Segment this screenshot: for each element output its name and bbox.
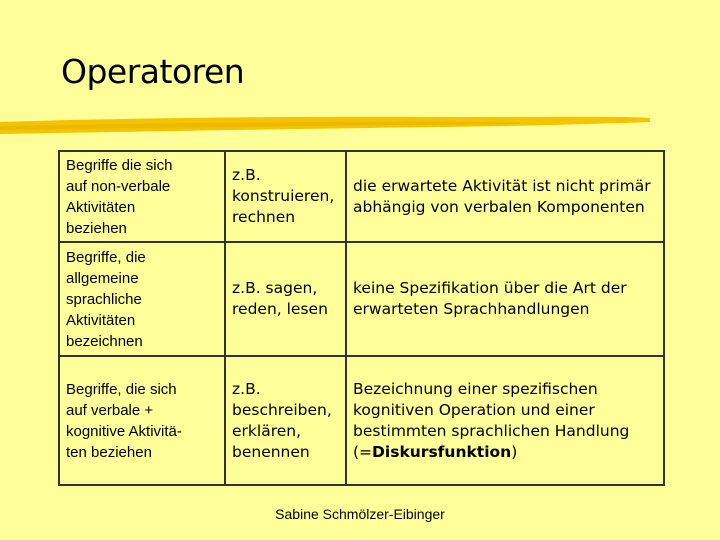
- description-cell: [346, 242, 664, 356]
- description-cell: [346, 151, 664, 242]
- table-row: [59, 242, 664, 356]
- description-text-part: Bezeichnung einer spezifischen kognitiven Operation und einer bestimmten sprachlichen Handlung (=: [353, 379, 630, 461]
- category-cell: [59, 356, 225, 485]
- operators-table: [58, 150, 665, 486]
- description-text: keine Spezifikation über die Art der erwarteten Sprachhandlungen: [353, 279, 627, 318]
- category-cell: [59, 242, 225, 356]
- slide-title: Operatoren: [61, 52, 245, 91]
- category-text: Begriffe die sich auf non-verbale Aktivitäten beziehen: [66, 156, 173, 237]
- category-cell: [59, 151, 225, 242]
- category-text: Begriffe, die sich auf verbale + kognitive Aktivitä- ten beziehen: [66, 380, 182, 461]
- footer-text: Sabine Schmölzer-Eibinger: [275, 506, 445, 522]
- description-text: [353, 379, 657, 463]
- examples-cell: [225, 356, 346, 485]
- examples-text: z.B. konstruieren, rechnen: [232, 166, 335, 226]
- description-text: die erwartete Aktivität ist nicht primär abhängig von verbalen Komponenten: [353, 176, 651, 216]
- description-cell: [346, 356, 664, 485]
- description-text-part: ): [511, 442, 518, 461]
- examples-text: z.B. beschreiben, erklären, benennen: [232, 379, 332, 461]
- footer-author: [0, 506, 720, 522]
- category-text: Begriffe, die allgemeine sprachliche Aktivitäten bezeichnen: [66, 248, 146, 350]
- table-row: [59, 356, 664, 485]
- examples-cell: [225, 242, 346, 356]
- title-underline-stroke: [0, 112, 720, 136]
- examples-text: z.B. sagen, reden, lesen: [232, 279, 328, 318]
- examples-cell: [225, 151, 346, 242]
- discourse-function-term: Diskursfunktion: [372, 442, 512, 461]
- table-row: [59, 151, 664, 242]
